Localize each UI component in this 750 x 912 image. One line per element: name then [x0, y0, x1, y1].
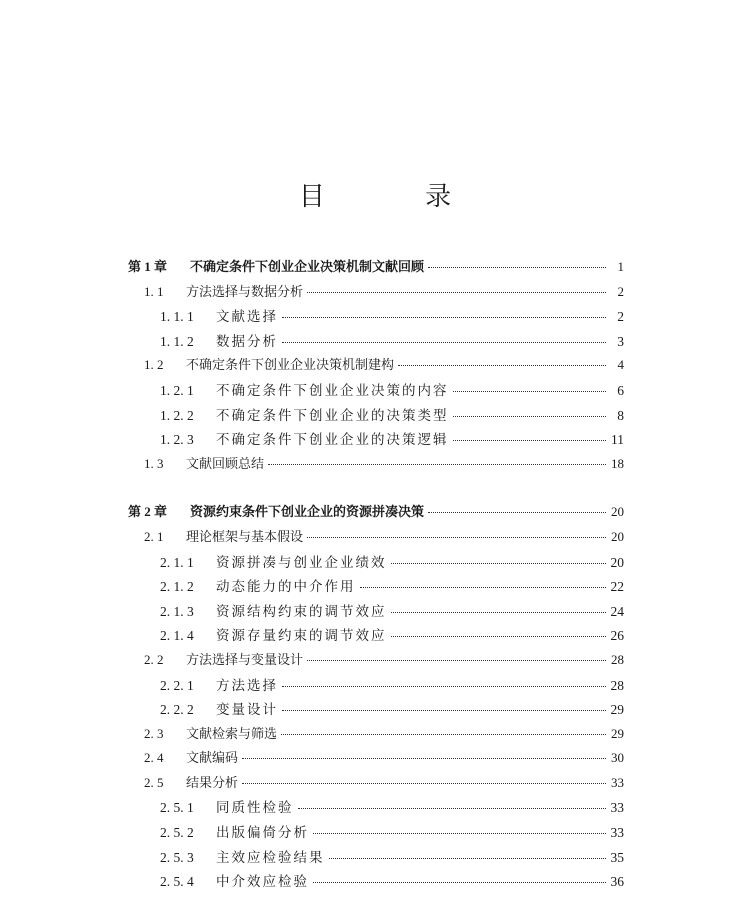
toc-entry-title: 资源约束条件下创业企业的资源拼凑决策 [190, 505, 425, 521]
toc-entry-number: 1. 1. 2 [160, 333, 194, 349]
toc-section-entry[interactable] [128, 747, 624, 772]
toc-entry-title: 文献选择 [216, 309, 278, 326]
toc-entry-page-number: 35 [610, 849, 624, 865]
toc-entry-page-number: 28 [611, 651, 624, 667]
toc-entry-title: 同质性检验 [216, 800, 294, 817]
toc-entry-number: 1. 2 [144, 357, 164, 373]
toc-section-entry[interactable] [128, 649, 624, 674]
toc-subsection-entry[interactable] [128, 379, 624, 404]
toc-subsection-entry[interactable] [128, 624, 624, 649]
toc-entry-page-number: 36 [610, 874, 624, 890]
toc-entry-title: 结果分析 [186, 775, 239, 791]
toc-entry-page-number: 8 [617, 407, 624, 423]
toc-section-entry[interactable] [128, 281, 624, 306]
toc-subsection-entry[interactable] [128, 575, 624, 600]
toc-dot-leader [282, 686, 606, 687]
toc-entry-title: 资源存量约束的调节效应 [216, 628, 387, 645]
toc-entry-number: 1. 1. 1 [160, 309, 194, 325]
toc-entry-number: 2. 4 [144, 750, 164, 766]
toc-subsection-entry[interactable] [128, 796, 624, 821]
toc-entry-page-number: 33 [610, 800, 624, 816]
toc-subsection-entry[interactable] [128, 428, 624, 453]
toc-entry-title: 不确定条件下创业企业的决策逻辑 [216, 432, 449, 449]
toc-dot-leader [391, 563, 607, 564]
toc-dot-leader [307, 660, 606, 661]
toc-entry-title: 文献检索与筛选 [186, 726, 278, 742]
toc-dot-leader [329, 858, 607, 859]
toc-dot-leader [313, 882, 606, 883]
toc-entry-title: 不确定条件下创业企业决策机制文献回顾 [190, 260, 425, 275]
toc-dot-leader [298, 808, 607, 809]
toc-entry-page-number: 2 [617, 283, 624, 299]
toc-entry-title: 文献编码 [186, 751, 239, 767]
toc-subsection-entry[interactable] [128, 698, 624, 723]
toc-section-entry[interactable] [128, 772, 624, 797]
toc-entry-page-number: 26 [610, 628, 624, 644]
toc-entry-page-number: 20 [610, 554, 624, 570]
toc-entry-title: 资源结构约束的调节效应 [216, 603, 387, 620]
toc-entry-number: 2. 3 [144, 725, 164, 741]
toc-subsection-entry[interactable] [128, 404, 624, 429]
toc-section-entry[interactable] [128, 453, 624, 478]
toc-entry-page-number: 1 [617, 259, 624, 274]
toc-entry-number: 2. 1. 1 [160, 554, 194, 570]
toc-section-entry[interactable] [128, 723, 624, 748]
toc-dot-leader [313, 833, 606, 834]
toc-entry-number: 2. 5 [144, 774, 164, 790]
toc-entry-page-number: 33 [611, 774, 624, 790]
toc-entry-page-number: 6 [617, 382, 624, 398]
toc-dot-leader [398, 365, 606, 366]
toc-dot-leader [453, 391, 607, 392]
toc-entry-page-number: 18 [611, 455, 624, 471]
toc-entry-page-number: 29 [611, 725, 624, 741]
toc-entry-number: 2. 2. 2 [160, 702, 194, 718]
toc-chapter-entry[interactable] [128, 501, 624, 526]
toc-entry-number: 2. 1. 3 [160, 603, 194, 619]
toc-entry-title: 理论框架与基本假设 [186, 529, 304, 545]
toc-entry-number: 2. 5. 2 [160, 825, 194, 841]
toc-dot-leader [242, 783, 606, 784]
page-title: 目 录 [298, 182, 498, 212]
toc-entry-number: 2. 5. 3 [160, 849, 194, 865]
toc-dot-leader [453, 416, 607, 417]
toc-subsection-entry[interactable] [128, 330, 624, 355]
toc-entry-page-number: 3 [617, 333, 624, 349]
toc-dot-leader [282, 710, 606, 711]
toc-entry-number: 1. 2. 1 [160, 382, 194, 398]
toc-subsection-entry[interactable] [128, 870, 624, 895]
toc-dot-leader [360, 587, 607, 588]
toc-entry-title: 变量设计 [216, 702, 278, 719]
toc-subsection-entry[interactable] [128, 846, 624, 871]
toc-entry-title: 不确定条件下创业企业决策机制建构 [186, 358, 395, 374]
toc-entry-number: 2. 1. 2 [160, 579, 194, 595]
toc-entry-number: 2. 1. 4 [160, 628, 194, 644]
chapter-gap [128, 477, 624, 501]
toc-entry-number: 2. 2 [144, 651, 164, 667]
toc-entry-title: 方法选择与变量设计 [186, 652, 304, 668]
toc-entry-page-number: 22 [610, 579, 624, 595]
toc-entry-title: 不确定条件下创业企业决策的内容 [216, 382, 449, 399]
toc-entry-title: 不确定条件下创业企业的决策类型 [216, 407, 449, 424]
toc-dot-leader [242, 758, 606, 759]
toc-dot-leader [428, 267, 606, 268]
toc-subsection-entry[interactable] [128, 674, 624, 699]
toc-entry-number: 1. 3 [144, 455, 164, 471]
toc-entry-title: 出版偏倚分析 [216, 825, 309, 842]
toc-chapter-entry[interactable] [128, 256, 624, 281]
toc-entry-title: 数据分析 [216, 333, 278, 350]
toc-entry-number: 1. 1 [144, 283, 164, 299]
toc-dot-leader [282, 342, 606, 343]
toc-dot-leader [428, 512, 606, 513]
toc-entry-page-number: 20 [611, 504, 624, 520]
toc-entry-number: 2. 5. 1 [160, 800, 194, 816]
toc-entry-page-number: 28 [610, 677, 624, 693]
toc-subsection-entry[interactable] [128, 305, 624, 330]
toc-dot-leader [268, 464, 606, 465]
toc-subsection-entry[interactable] [128, 551, 624, 576]
toc-dot-leader [281, 734, 606, 735]
toc-entry-page-number: 4 [617, 357, 624, 373]
toc-entry-page-number: 30 [611, 750, 624, 766]
toc-entry-number: 2. 1 [144, 528, 164, 544]
toc-entry-title: 主效应检验结果 [216, 849, 325, 866]
toc-entry-number: 1. 2. 3 [160, 432, 194, 448]
toc-dot-leader [391, 612, 607, 613]
toc-dot-leader [391, 636, 607, 637]
toc-entry-title: 中介效应检验 [216, 874, 309, 891]
toc-entry-title: 方法选择 [216, 677, 278, 694]
table-of-contents [128, 256, 624, 895]
toc-entry-title: 文献回顾总结 [186, 456, 265, 472]
toc-entry-number: 第 2 章 [128, 504, 168, 520]
toc-section-entry[interactable] [128, 354, 624, 379]
toc-dot-leader [307, 292, 606, 293]
toc-entry-number: 2. 5. 4 [160, 874, 194, 890]
toc-entry-number: 1. 2. 2 [160, 407, 194, 423]
toc-entry-number: 2. 2. 1 [160, 677, 194, 693]
toc-subsection-entry[interactable] [128, 600, 624, 625]
toc-entry-page-number: 29 [610, 702, 624, 718]
toc-subsection-entry[interactable] [128, 821, 624, 846]
toc-entry-title: 动态能力的中介作用 [216, 579, 356, 596]
toc-entry-page-number: 33 [610, 825, 624, 841]
toc-entry-page-number: 24 [610, 603, 624, 619]
toc-section-entry[interactable] [128, 526, 624, 551]
toc-dot-leader [453, 440, 607, 441]
toc-entry-page-number: 2 [617, 309, 624, 325]
toc-entry-page-number: 11 [611, 432, 624, 448]
toc-entry-title: 方法选择与数据分析 [186, 284, 304, 300]
toc-entry-page-number: 20 [611, 528, 624, 544]
toc-entry-title: 资源拼凑与创业企业绩效 [216, 554, 387, 571]
toc-entry-number: 第 1 章 [128, 259, 168, 274]
toc-dot-leader [307, 537, 606, 538]
toc-dot-leader [282, 317, 606, 318]
